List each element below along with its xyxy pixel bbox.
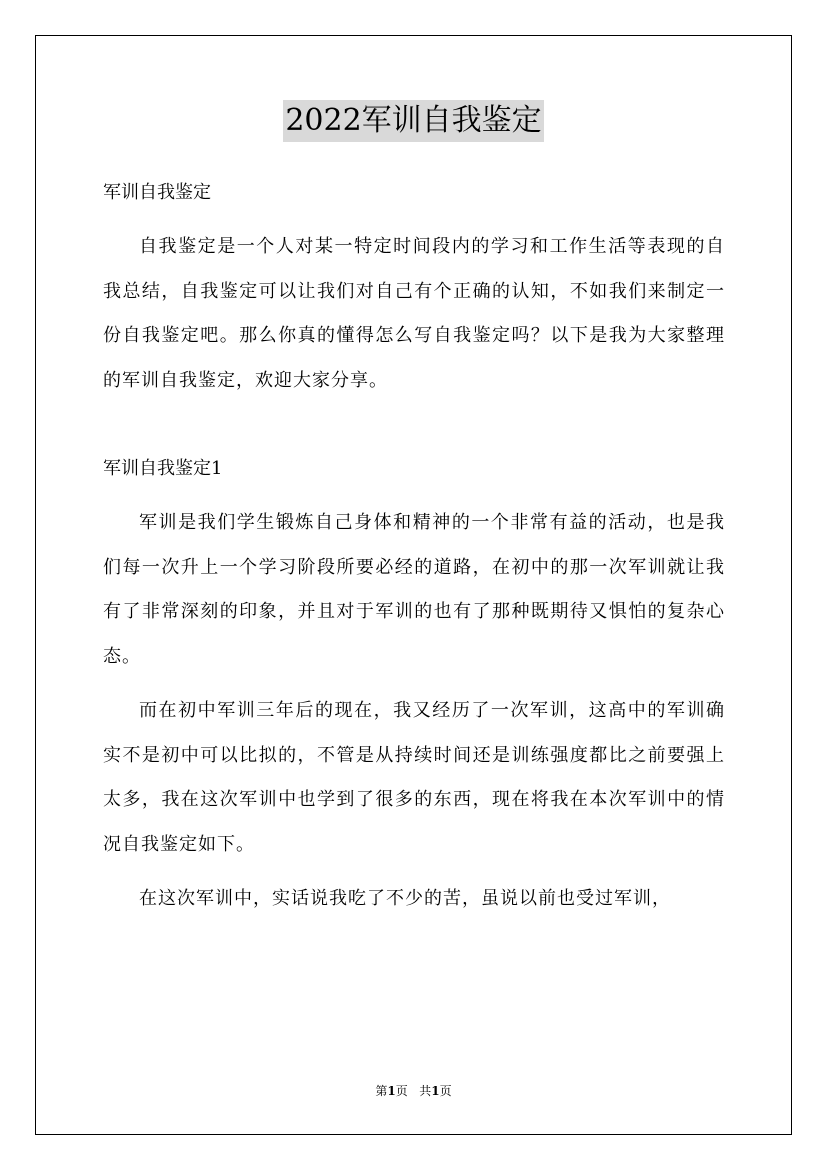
paragraph: 而在初中军训三年后的现在，我又经历了一次军训，这高中的军训确实不是初中可以比拟的，不管是从持续时间还是训练强度都比之前要强上太多，我在这次军训中也学到了很多的东西，现在将我在本次军训中的情况自我鉴定如下。: [103, 700, 725, 855]
title-container: [0, 100, 827, 142]
page-footer: [0, 1083, 827, 1099]
paragraph: 在这次军训中，实话说我吃了不少的苦，虽说以前也受过军训，: [139, 888, 671, 909]
page-prefix: 第: [375, 1084, 388, 1098]
spacer: [103, 403, 725, 447]
total-prefix: 共: [419, 1084, 432, 1098]
total-pages: 1: [431, 1084, 440, 1098]
spacer: [103, 491, 725, 501]
page-number: 1: [387, 1084, 396, 1098]
spacer: [103, 215, 725, 225]
paragraph: 军训是我们学生锻炼自己身体和精神的一个非常有益的活动，也是我们每一次升上一个学习阶段所要必经的道路，在初中的那一次军训就让我有了非常深刻的印象，并且对于军训的也有了那种既期待又惧怕的复杂心态。: [103, 512, 725, 667]
section-heading: 军训自我鉴定: [103, 182, 211, 203]
document-body: [103, 171, 725, 922]
document-title: 2022军训自我鉴定: [283, 100, 543, 142]
total-suffix: 页: [439, 1084, 452, 1098]
paragraph-intro: 自我鉴定是一个人对某一特定时间段内的学习和工作生活等表现的自我总结，自我鉴定可以让我们对自己有个正确的认知，不如我们来制定一份自我鉴定吧。那么你真的懂得怎么写自我鉴定吗？以下是我为大家整理的军训自我鉴定，欢迎大家分享。: [103, 236, 725, 391]
section-heading: 军训自我鉴定1: [103, 458, 223, 479]
page-suffix: 页: [395, 1084, 408, 1098]
spacer: [103, 679, 725, 689]
spacer: [103, 867, 725, 877]
